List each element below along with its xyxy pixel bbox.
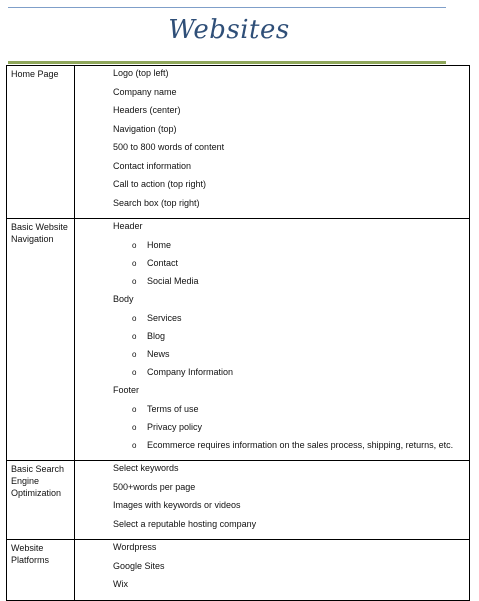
list-item: Wix bbox=[113, 579, 128, 590]
circle-bullet-icon: o bbox=[132, 258, 137, 268]
sub-list-item bbox=[75, 311, 469, 329]
list-item: Contact information bbox=[113, 160, 192, 171]
circle-bullet-icon: o bbox=[132, 404, 137, 414]
sub-item-text: Terms of use bbox=[147, 403, 199, 414]
circle-bullet-icon: o bbox=[132, 368, 137, 378]
list-item: Body bbox=[113, 294, 134, 305]
list-item: Headers (center) bbox=[113, 105, 181, 115]
circle-bullet-icon: o bbox=[132, 331, 137, 341]
circle-bullet-icon: o bbox=[132, 349, 137, 359]
table-row bbox=[7, 461, 470, 540]
sub-list-item bbox=[75, 274, 469, 292]
sub-item-text: Social Media bbox=[147, 275, 199, 286]
topic-label: Home Page bbox=[11, 69, 59, 79]
circle-bullet-icon: o bbox=[132, 441, 137, 451]
list-item: Select a reputable hosting company bbox=[113, 518, 257, 529]
topic-cell bbox=[7, 66, 75, 219]
items-cell bbox=[75, 540, 470, 601]
topic-label: Website Platforms bbox=[11, 543, 50, 566]
title-underline bbox=[8, 61, 446, 64]
list-item: Wordpress bbox=[113, 542, 157, 553]
page-title: Websites bbox=[168, 15, 290, 45]
sub-item-text: Home bbox=[147, 239, 172, 250]
sub-list-item bbox=[75, 256, 469, 274]
list-item: Call to action (top right) bbox=[113, 179, 207, 189]
list-item: Company name bbox=[113, 86, 177, 97]
sub-list-item bbox=[75, 347, 469, 365]
sub-item-text: Company Information bbox=[147, 367, 234, 378]
list-item: Google Sites bbox=[113, 560, 165, 571]
table-row bbox=[7, 540, 470, 601]
topic-cell bbox=[7, 219, 75, 461]
circle-bullet-icon: o bbox=[132, 276, 137, 286]
items-cell bbox=[75, 461, 470, 540]
sub-item-text: Privacy policy bbox=[147, 422, 203, 432]
list-item: Footer bbox=[113, 385, 140, 396]
items-cell bbox=[75, 219, 470, 461]
list-item: Logo (top left) bbox=[113, 68, 169, 78]
sub-list-item bbox=[75, 365, 469, 383]
sub-item-text: Ecommerce requires information on the sales process, shipping, returns, etc. bbox=[147, 440, 454, 451]
table-row bbox=[7, 66, 470, 219]
list-item: Header bbox=[113, 221, 143, 231]
list-item: Images with keywords or videos bbox=[113, 500, 241, 511]
sub-list-item bbox=[75, 329, 469, 347]
topic-cell bbox=[7, 461, 75, 540]
circle-bullet-icon: o bbox=[132, 313, 137, 323]
topic-label: Basic Website Navigation bbox=[11, 222, 68, 244]
sub-list-item bbox=[75, 402, 469, 420]
sub-item-text: Contact bbox=[147, 257, 179, 268]
list-item: Search box (top right) bbox=[113, 197, 200, 208]
list-item: Select keywords bbox=[113, 463, 179, 474]
sub-item-text: News bbox=[147, 348, 170, 359]
top-rule bbox=[8, 7, 446, 8]
sub-item-text: Services bbox=[147, 312, 182, 323]
list-item: Navigation (top) bbox=[113, 123, 177, 134]
table-row bbox=[7, 219, 470, 461]
circle-bullet-icon: o bbox=[132, 423, 137, 432]
sub-list-item bbox=[75, 238, 469, 256]
list-item: 500 to 800 words of content bbox=[113, 142, 225, 152]
sub-list-item bbox=[75, 420, 469, 438]
outline-table bbox=[6, 65, 470, 601]
list-item: 500+words per page bbox=[113, 481, 196, 492]
topic-label: Basic Search Engine Optimization bbox=[11, 464, 65, 499]
circle-bullet-icon: o bbox=[132, 240, 137, 250]
topic-cell bbox=[7, 540, 75, 601]
items-cell bbox=[75, 66, 470, 219]
sub-list-item bbox=[75, 438, 469, 456]
sub-item-text: Blog bbox=[147, 330, 166, 341]
